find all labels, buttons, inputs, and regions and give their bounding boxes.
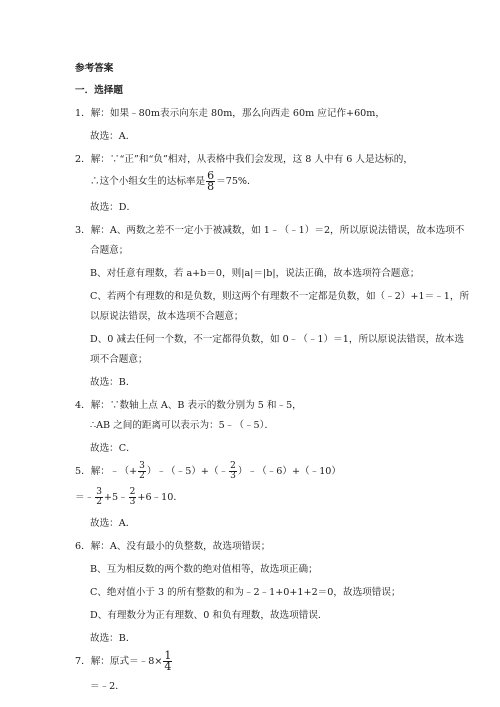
q3-line7: 项不合题意； — [90, 354, 148, 365]
q5-fraction-4 — [129, 488, 137, 507]
q6-line2: B、互为相反数的两个数的绝对值相等，故选项正确； — [90, 564, 318, 575]
q2-frac-den: 8 — [207, 180, 215, 193]
q5-line1-part-b: ）﹣（﹣5）+（﹣ — [146, 466, 229, 477]
q7-line1 — [75, 650, 173, 674]
q5-fraction-3 — [95, 488, 103, 507]
q1-answer: 故选：A． — [90, 131, 136, 142]
q5-f4-num: 2 — [129, 487, 136, 497]
q7-line1-part-a: 7．解：原式＝﹣8× — [75, 656, 163, 667]
q5-f3-den: 2 — [96, 497, 102, 507]
q2-line1: 2．解：∵“正”和“负”相对，从表格中我们会发现，这 8 人中有 6 人是达标的， — [75, 154, 413, 165]
q5-line2-part-b: +5﹣ — [103, 492, 128, 503]
q3-line4: C、若两个有理数的和是负数，则这两个有理数不一定都是负数，如（﹣2）+1＝﹣1，所 — [90, 291, 470, 302]
q2-line2 — [90, 171, 257, 193]
q7-f-num: 1 — [164, 649, 172, 662]
q5-line1-part-c: ）﹣（﹣6）+（﹣10） — [237, 466, 342, 477]
q2-frac-num: 6 — [207, 169, 215, 182]
q6-answer: 故选：B． — [90, 633, 136, 644]
page-title: 参考答案 — [75, 63, 114, 74]
q5-f2-den: 3 — [230, 471, 236, 481]
q5-line1-part-a: 5．解：﹣（+ — [75, 466, 138, 477]
q2-line2-suffix: ＝75%． — [216, 176, 257, 187]
q4-answer: 故选：C． — [90, 443, 136, 454]
q2-line2-prefix: ∴这个小组女生的达标率是 — [90, 176, 206, 187]
q5-line2 — [75, 487, 183, 509]
q1-line1: 1．解：如果﹣80m表示向东走 80m，那么向西走 60m 应记作+60m， — [75, 108, 385, 119]
q7-line2: ＝﹣2． — [90, 681, 125, 692]
q5-line2-part-c: +6﹣10． — [137, 492, 183, 503]
section-heading: 一．选择题 — [75, 85, 123, 96]
q5-f3-num: 3 — [96, 487, 102, 497]
q3-line1: 3．解：A、两数之差不一定小于被减数，如 1﹣（﹣1）＝2，所以原说法错误，故本选项不 — [75, 225, 465, 236]
q7-fraction — [163, 651, 172, 672]
q6-line1: 6．解：A、没有最小的负整数，故选项错误； — [75, 541, 271, 552]
q5-line2-part-a: ＝﹣ — [75, 492, 95, 503]
q3-answer: 故选：B． — [90, 377, 136, 388]
q3-line2: 合题意； — [90, 245, 129, 256]
q4-line2: ∴AB 之间的距离可以表示为：5﹣（﹣5）． — [90, 420, 275, 431]
q5-f1-den: 2 — [139, 471, 145, 481]
q6-line4: D、有理数分为正有理数、0 和负有理数，故选项错误． — [90, 610, 328, 621]
q2-answer: 故选：D． — [90, 202, 137, 213]
q5-line1 — [75, 461, 341, 483]
q5-fraction-1 — [138, 462, 146, 481]
q6-line3: C、绝对值小于 3 的所有整数的和为﹣2﹣1+0+1+2＝0，故选项错误； — [90, 587, 401, 598]
q4-line1: 4．解：∵数轴上点 A、B 表示的数分别为 5 和﹣5， — [75, 400, 302, 411]
q5-f2-num: 2 — [230, 461, 236, 471]
q3-line3: B、对任意有理数，若 a+b＝0，则|a|＝|b|，说法正确，故本选项符合题意； — [90, 268, 420, 279]
q3-line5: 以原说法错误，故本选项不合题意； — [90, 311, 244, 322]
q2-fraction — [206, 171, 215, 192]
q7-f-den: 4 — [164, 660, 172, 673]
q5-fraction-2 — [229, 462, 237, 481]
q3-line6: D、0 减去任何一个数，不一定都得负数，如 0﹣（﹣1）＝1，所以原说法错误，故本选 — [90, 334, 464, 345]
q5-answer: 故选：A． — [90, 518, 136, 529]
q5-f1-num: 3 — [139, 461, 145, 471]
q5-f4-den: 3 — [129, 497, 136, 507]
